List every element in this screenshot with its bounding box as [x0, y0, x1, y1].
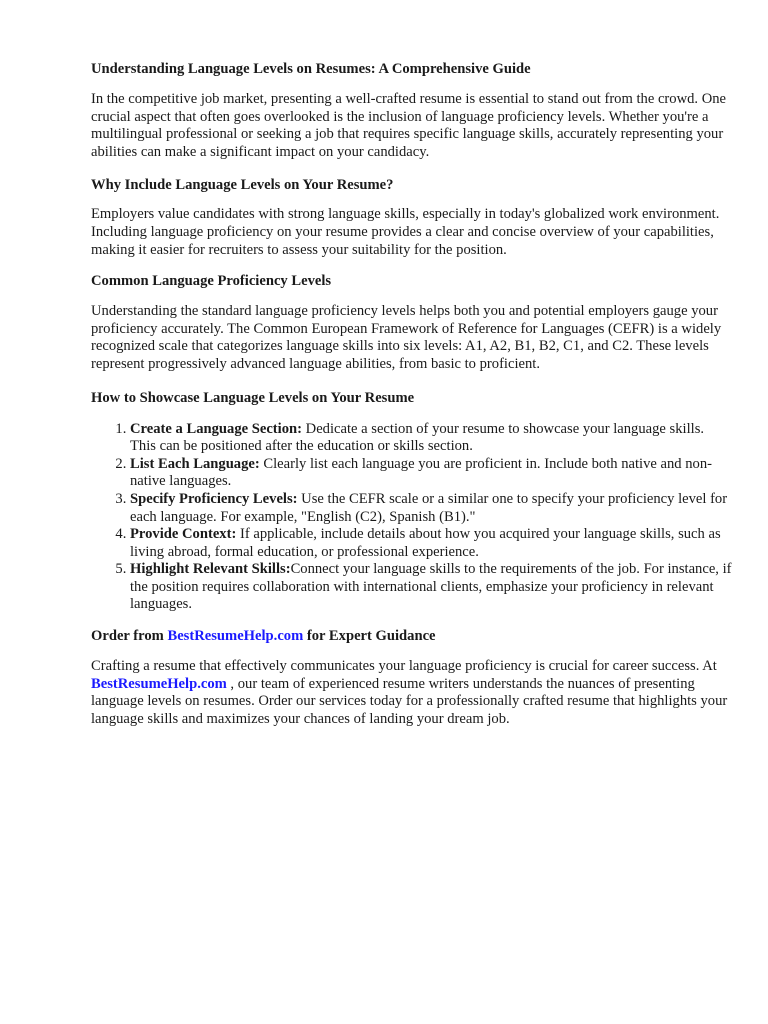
why-paragraph: Employers value candidates with strong language skills, especially in today's globalized work environment. Including language proficiency on your resume provides a clear and concise overview of your capabilities, making it easier for recruiters to assess your suitability for the position. — [91, 206, 720, 258]
showcase-steps-list — [91, 421, 733, 615]
order-paragraph — [91, 658, 733, 728]
order-heading-prefix: Order from — [91, 628, 168, 645]
step-label: List Each Language: — [130, 455, 260, 472]
bestresumehelp-body-link[interactable]: BestResumeHelp.com — [91, 675, 227, 692]
intro-paragraph: In the competitive job market, presenting a well-crafted resume is essential to stand out from the crowd. One crucial aspect that often goes overlooked is the inclusion of language proficiency levels. Whether you're a multilingual professional or seeking a job that requires specific language skills, accurately representing your abilities can make a significant impact on your candidacy. — [91, 91, 727, 160]
common-levels-heading: Common Language Proficiency Levels — [91, 273, 332, 290]
order-heading-suffix: for Expert Guidance — [303, 628, 436, 645]
list-item — [130, 421, 733, 456]
step-text: Clearly list each language you are proficient in. Include both native and non-native languages. — [130, 455, 712, 490]
order-body-suffix: , our team of experienced resume writers understands the nuances of presenting language levels on resumes. Order our services today for a professionally crafted resume that highlights your language skills and maximizes your chances of landing your dream job. — [91, 675, 728, 727]
why-heading: Why Include Language Levels on Your Resume? — [91, 177, 394, 194]
step-text: Connect your language skills to the requirements of the job. For instance, if the position requires collaboration with international clients, emphasize your proficiency in relevant languages. — [130, 561, 732, 613]
how-to-showcase-heading: How to Showcase Language Levels on Your Resume — [91, 389, 415, 406]
step-label: Create a Language Section: — [130, 420, 302, 437]
document-title: Understanding Language Levels on Resumes: A Comprehensive Guide — [91, 61, 531, 77]
order-body-prefix: Crafting a resume that effectively communicates your language proficiency is crucial for career success. At — [91, 658, 717, 675]
order-heading — [91, 627, 733, 645]
list-item — [130, 456, 733, 491]
step-text: Dedicate a section of your resume to showcase your language skills. This can be positioned after the education or skills section. — [130, 420, 705, 455]
step-text: Use the CEFR scale or a similar one to specify your proficiency level for each language. For example, "English (C2), Spanish (B1)." — [130, 490, 728, 525]
bestresumehelp-heading-link[interactable]: BestResumeHelp.com — [167, 628, 304, 645]
step-text: If applicable, include details about how you acquired your language skills, such as living abroad, formal education, or professional experience. — [130, 526, 721, 560]
list-item — [130, 526, 733, 561]
step-label: Highlight Relevant Skills: — [130, 561, 291, 578]
step-label: Provide Context: — [130, 526, 237, 543]
list-item — [130, 561, 733, 614]
document-page — [91, 60, 733, 728]
step-label: Specify Proficiency Levels: — [130, 490, 298, 507]
common-levels-paragraph: Understanding the standard language proficiency levels helps both you and potential employers gauge your proficiency accurately. The Common European Framework of Reference for Languages (CEFR) is a widely recognized scale that categorizes language skills into six levels: A1, A2, B1, B2, C1, and C2. These levels represent progressively advanced language abilities, from basic to proficient. — [91, 303, 722, 372]
list-item — [130, 491, 733, 526]
